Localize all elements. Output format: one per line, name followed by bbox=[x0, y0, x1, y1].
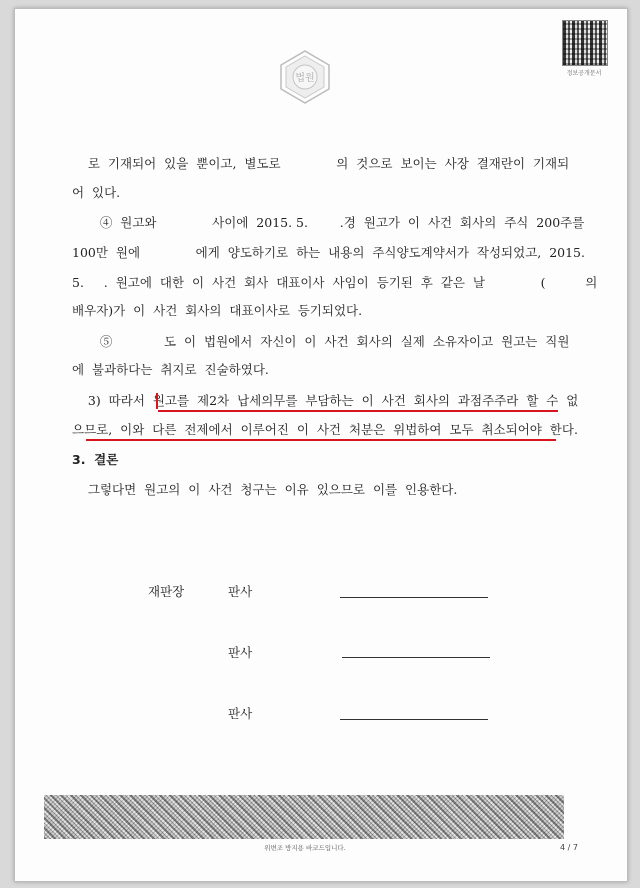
signature-line-3 bbox=[340, 719, 488, 720]
signature-line-2 bbox=[342, 657, 490, 658]
red-underline-1 bbox=[158, 410, 558, 412]
body-line-8: 에 불과하다는 취지로 진술하였다. bbox=[72, 362, 269, 377]
body-line-6: 배우자)가 이 사건 회사의 대표이사로 등기되었다. bbox=[72, 303, 363, 318]
judge-label-2: 판사 bbox=[228, 645, 253, 660]
body-line-2: 어 있다. bbox=[72, 185, 121, 200]
red-start-mark bbox=[156, 393, 158, 409]
presiding-judge-label: 재판장 bbox=[148, 584, 185, 599]
body-line-7: ⑤ 도 이 법원에서 자신이 이 사건 회사의 실제 소유자이고 원고는 직원 bbox=[72, 334, 570, 349]
body-line-1: 로 기재되어 있을 뿐이고, 별도로 의 것으로 보이는 사장 결재란이 기재되 bbox=[72, 156, 570, 171]
judge-label-1: 판사 bbox=[228, 584, 253, 599]
body-line-conclusion: 그렇다면 원고의 이 사건 청구는 이유 있으므로 이를 인용한다. bbox=[72, 482, 458, 497]
body-line-4: 100만 원에 에게 양도하기로 하는 내용의 주식양도계약서가 작성되었고, 2015. bbox=[72, 245, 585, 260]
qr-code-icon bbox=[562, 20, 608, 66]
body-line-9: 3) 따라서 원고를 제2차 납세의무를 부담하는 이 사건 회사의 과점주주라 할 수 없 bbox=[72, 393, 579, 408]
judge-label-3: 판사 bbox=[228, 706, 253, 721]
signature-line-1 bbox=[340, 597, 488, 598]
document-page bbox=[14, 8, 628, 882]
qr-caption: 정보공개문서 bbox=[566, 70, 602, 77]
body-line-3: ④ 원고와 사이에 2015. 5. .경 원고가 이 사건 회사의 주식 200주를 bbox=[72, 215, 585, 230]
body-line-10: 으므로, 이와 다른 전제에서 이루어진 이 사건 처분은 위법하여 모두 취소되어야 한다. bbox=[72, 422, 578, 437]
barcode-notice: 위변조 방지용 바코드입니다. bbox=[264, 844, 346, 852]
body-line-5: 5. . 원고에 대한 이 사건 회사 대표이사 사임이 등기된 후 같은 날 ( 의 bbox=[72, 275, 598, 290]
anti-forgery-barcode bbox=[44, 795, 564, 839]
section-heading-conclusion: 3. 결론 bbox=[72, 452, 119, 467]
page-number: 4 / 7 bbox=[560, 843, 578, 852]
red-underline-2 bbox=[86, 439, 556, 441]
court-emblem-icon bbox=[276, 48, 334, 106]
emblem-seal-text: 법원 bbox=[295, 73, 315, 84]
